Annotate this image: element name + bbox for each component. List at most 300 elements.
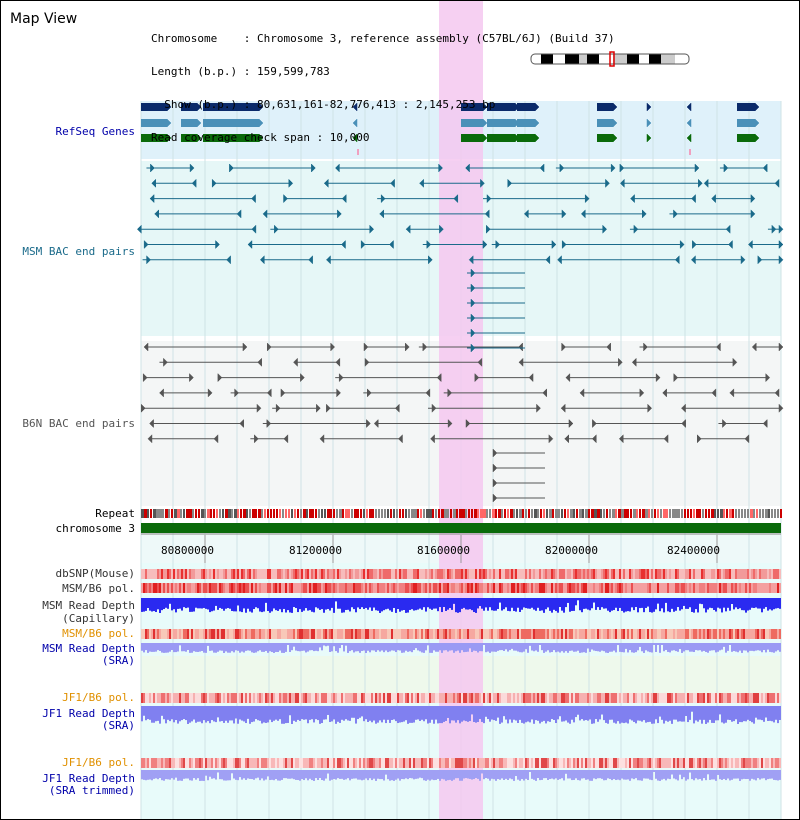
jf1-depth-trim-bar	[769, 770, 771, 779]
dbsnp-heat	[585, 569, 587, 579]
msm-depth-sra-bar	[701, 643, 703, 652]
msm-b6-pol-heat	[617, 583, 619, 593]
jf1-b6-pol-trim-heat	[445, 758, 447, 768]
repeat-mark	[654, 509, 656, 518]
jf1-b6-pol-trim-heat	[453, 758, 455, 768]
track-label-msm-b6-pol-sra[interactable]: MSM/B6 pol.	[62, 627, 135, 640]
msm-b6-pol-heat	[197, 583, 199, 593]
msm-depth-sra-bar	[521, 643, 523, 652]
msm-b6-pol-heat	[665, 583, 667, 593]
msm-depth-sra-bar	[531, 643, 533, 650]
jf1-depth-trim-bar	[237, 770, 239, 780]
jf1-b6-pol-heat	[607, 693, 609, 703]
jf1-b6-pol-heat	[725, 693, 727, 703]
jf1-b6-pol-heat	[355, 693, 357, 703]
msm-depth-cap-bar	[609, 598, 611, 612]
dbsnp-heat	[271, 569, 273, 579]
jf1-b6-pol-heat	[405, 693, 407, 703]
jf1-depth-sra-bar	[285, 706, 287, 723]
jf1-b6-pol-trim-heat	[469, 758, 471, 768]
jf1-depth-trim-bar	[547, 770, 549, 780]
jf1-depth-sra-bar	[437, 706, 439, 723]
jf1-depth-sra-bar	[373, 706, 375, 721]
dbsnp-heat	[287, 569, 289, 579]
msm-depth-cap-bar	[509, 598, 511, 611]
jf1-b6-pol-trim-heat	[457, 758, 459, 768]
jf1-depth-sra-bar	[159, 706, 161, 724]
jf1-depth-sra-bar	[747, 706, 749, 720]
msm-b6-pol-heat	[697, 583, 699, 593]
repeat-mark	[285, 509, 287, 518]
dbsnp-heat	[637, 569, 639, 579]
jf1-depth-trim-bar	[651, 770, 653, 780]
jf1-depth-sra-bar	[297, 706, 299, 720]
dbsnp-heat	[601, 569, 603, 579]
msm-b6-pol-sra-heat	[247, 629, 249, 639]
jf1-b6-pol-heat	[599, 693, 601, 703]
msm-depth-sra-bar	[193, 643, 195, 651]
jf1-depth-trim-bar	[643, 770, 645, 778]
msm-depth-cap-bar	[419, 598, 421, 609]
msm-b6-pol-heat	[369, 583, 371, 593]
msm-depth-sra-bar	[491, 643, 493, 652]
repeat-mark	[648, 509, 650, 518]
jf1-b6-pol-trim-heat	[437, 758, 439, 768]
jf1-depth-trim-bar	[487, 770, 489, 779]
msm-depth-cap-bar	[771, 598, 773, 610]
msm-depth-sra-bar	[373, 643, 375, 650]
msm-b6-pol-sra-heat	[237, 629, 239, 639]
repeat-mark	[540, 509, 542, 518]
jf1-depth-trim-bar	[185, 770, 187, 779]
msm-b6-pol-heat	[311, 583, 313, 593]
msm-b6-pol-heat	[233, 583, 235, 593]
jf1-b6-pol-heat	[587, 693, 589, 703]
dbsnp-heat	[513, 569, 515, 579]
msm-depth-cap-bar	[229, 598, 231, 609]
track-label-b6n-bac[interactable]: B6N BAC end pairs	[22, 417, 135, 430]
msm-depth-cap-bar	[389, 598, 391, 610]
msm-b6-pol-sra-heat	[191, 629, 193, 639]
jf1-depth-sra-bar	[149, 706, 151, 720]
repeat-mark	[519, 509, 522, 518]
msm-b6-pol-heat	[687, 583, 689, 593]
msm-b6-pol-heat	[705, 583, 707, 593]
msm-b6-pol-sra-heat	[703, 629, 705, 639]
msm-b6-pol-heat	[175, 583, 177, 593]
msm-b6-pol-sra-heat	[677, 629, 679, 639]
msm-depth-sra-bar	[177, 643, 179, 651]
jf1-depth-sra-bar	[251, 706, 253, 722]
jf1-depth-sra-bar	[237, 706, 239, 724]
dbsnp-heat	[661, 569, 663, 579]
msm-b6-pol-sra-heat	[759, 629, 761, 639]
jf1-depth-trim-bar	[349, 770, 351, 780]
msm-b6-pol-heat	[231, 583, 233, 593]
jf1-b6-pol-trim-heat	[403, 758, 405, 768]
jf1-b6-pol-heat	[223, 693, 225, 703]
msm-b6-pol-sra-heat	[733, 629, 735, 639]
jf1-depth-trim-bar	[551, 770, 553, 779]
jf1-b6-pol-trim-heat	[373, 758, 375, 768]
jf1-depth-sra-bar	[309, 706, 311, 720]
msm-depth-sra-bar	[183, 643, 185, 651]
jf1-b6-pol-heat	[555, 693, 557, 703]
jf1-depth-trim-bar	[339, 770, 341, 779]
msm-depth-cap-bar	[739, 598, 741, 608]
repeat-mark	[288, 509, 290, 518]
msm-b6-pol-sra-heat	[639, 629, 641, 639]
dbsnp-heat	[395, 569, 397, 579]
jf1-b6-pol-trim-heat	[699, 758, 701, 768]
msm-depth-cap-bar	[753, 598, 755, 608]
jf1-b6-pol-heat	[741, 693, 743, 703]
track-label-msm-depth-cap[interactable]: MSM Read Depth	[42, 599, 135, 612]
jf1-b6-pol-trim-heat	[155, 758, 157, 768]
msm-depth-sra-bar	[219, 643, 221, 650]
jf1-b6-pol-trim-heat	[157, 758, 159, 768]
msm-b6-pol-heat	[299, 583, 301, 593]
msm-b6-pol-heat	[559, 583, 561, 593]
jf1-b6-pol-trim-heat	[389, 758, 391, 768]
msm-b6-pol-sra-heat	[393, 629, 395, 639]
jf1-depth-trim-bar	[263, 770, 265, 781]
jf1-b6-pol-trim-heat	[639, 758, 641, 768]
jf1-depth-sra-bar	[333, 706, 335, 719]
msm-b6-pol-heat	[211, 583, 213, 593]
info-show-range: Show (b.p.) : 80,631,161-82,776,413 : 2,145,253 bp	[151, 98, 496, 111]
dbsnp-heat	[717, 569, 719, 579]
dbsnp-heat	[645, 569, 647, 579]
msm-b6-pol-sra-heat	[175, 629, 177, 639]
track-label-jf1-b6-pol-trim[interactable]: JF1/B6 pol.	[62, 756, 135, 769]
jf1-b6-pol-heat	[453, 693, 455, 703]
jf1-depth-sra-bar	[199, 706, 201, 722]
repeat-mark	[555, 509, 558, 518]
jf1-depth-sra-bar	[231, 706, 233, 720]
msm-depth-sra-bar	[167, 643, 169, 653]
jf1-b6-pol-trim-heat	[463, 758, 465, 768]
jf1-depth-sra-bar	[393, 706, 395, 719]
msm-b6-pol-heat	[313, 583, 315, 593]
msm-depth-sra-bar	[389, 643, 391, 651]
jf1-depth-trim-bar	[423, 770, 425, 780]
jf1-depth-trim-bar	[449, 770, 451, 780]
repeat-mark	[417, 509, 419, 518]
jf1-depth-sra-bar	[145, 706, 147, 720]
jf1-depth-sra-bar	[275, 706, 277, 720]
msm-depth-sra-bar	[575, 643, 577, 652]
repeat-mark	[558, 509, 560, 518]
jf1-depth-sra-bar	[325, 706, 327, 719]
jf1-depth-trim-bar	[537, 770, 539, 778]
track-label-msm-depth-sra[interactable]: MSM Read Depth	[42, 642, 135, 655]
jf1-depth-trim-bar	[569, 770, 571, 778]
jf1-b6-pol-trim-heat	[779, 758, 781, 768]
msm-depth-sra-bar	[247, 643, 249, 650]
msm-b6-pol-sra-heat	[337, 629, 339, 639]
jf1-depth-trim-bar	[729, 770, 731, 780]
msm-depth-sra-bar	[353, 643, 355, 652]
msm-depth-cap-bar	[411, 598, 413, 609]
jf1-depth-sra-bar	[259, 706, 261, 721]
jf1-b6-pol-heat	[171, 693, 173, 703]
msm-depth-cap-bar	[487, 598, 489, 611]
track-label-msm-bac[interactable]: MSM BAC end pairs	[22, 245, 135, 258]
jf1-depth-trim-bar	[443, 770, 445, 779]
jf1-b6-pol-heat	[529, 693, 531, 703]
track-label-dbsnp[interactable]: dbSNP(Mouse)	[55, 567, 135, 580]
jf1-b6-pol-trim-heat	[707, 758, 709, 768]
jf1-depth-trim-bar	[731, 770, 733, 780]
dbsnp-heat	[327, 569, 329, 579]
jf1-depth-trim-bar	[207, 770, 209, 780]
jf1-depth-trim-bar	[211, 770, 213, 779]
msm-b6-pol-heat	[221, 583, 223, 593]
msm-depth-cap-bar	[581, 598, 583, 612]
msm-b6-pol-sra-heat	[291, 629, 293, 639]
msm-b6-pol-heat	[633, 583, 635, 593]
jf1-b6-pol-heat	[267, 693, 269, 703]
jf1-b6-pol-heat	[245, 693, 247, 703]
dbsnp-heat	[573, 569, 575, 579]
msm-b6-pol-sra-heat	[755, 629, 757, 639]
msm-depth-sra-bar	[515, 643, 517, 651]
jf1-b6-pol-heat	[547, 693, 549, 703]
dbsnp-heat	[191, 569, 193, 579]
msm-b6-pol-sra-heat	[523, 629, 525, 639]
msm-b6-pol-heat	[279, 583, 281, 593]
dbsnp-heat	[483, 569, 485, 579]
axis-tick-label: 81200000	[289, 544, 342, 557]
dbsnp-heat	[505, 569, 507, 579]
jf1-depth-trim-bar	[711, 770, 713, 779]
msm-depth-cap-bar	[681, 598, 683, 609]
repeat-mark	[762, 509, 764, 518]
msm-b6-pol-sra-heat	[233, 629, 235, 639]
repeat-mark	[576, 509, 578, 518]
msm-b6-pol-sra-heat	[687, 629, 689, 639]
jf1-b6-pol-trim-heat	[661, 758, 663, 768]
msm-b6-pol-sra-heat	[475, 629, 477, 639]
dbsnp-heat	[295, 569, 297, 579]
jf1-depth-sra-bar	[321, 706, 323, 723]
msm-depth-sra-bar	[713, 643, 715, 650]
jf1-b6-pol-trim-heat	[447, 758, 449, 768]
track-label-jf1-depth-sra[interactable]: JF1 Read Depth	[42, 707, 135, 720]
repeat-mark	[321, 509, 323, 518]
msm-b6-pol-heat	[481, 583, 483, 593]
jf1-b6-pol-heat	[349, 693, 351, 703]
msm-depth-cap-bar	[337, 598, 339, 609]
jf1-depth-trim-bar	[213, 770, 215, 778]
jf1-b6-pol-heat	[181, 693, 183, 703]
jf1-b6-pol-trim-heat	[243, 758, 245, 768]
jf1-b6-pol-trim-heat	[497, 758, 499, 768]
jf1-depth-trim-bar	[155, 770, 157, 778]
msm-b6-pol-heat	[257, 583, 259, 593]
jf1-depth-sra-bar	[245, 706, 247, 723]
jf1-depth-trim-bar	[397, 770, 399, 779]
jf1-depth-sra-bar	[299, 706, 301, 721]
jf1-b6-pol-trim-heat	[221, 758, 223, 768]
dbsnp-heat	[733, 569, 735, 579]
jf1-depth-trim-bar	[203, 770, 205, 781]
jf1-b6-pol-heat	[729, 693, 731, 703]
jf1-depth-sra-bar	[457, 706, 459, 720]
jf1-b6-pol-heat	[701, 693, 703, 703]
jf1-depth-sra-bar	[553, 706, 555, 720]
track-label-jf1-b6-pol[interactable]: JF1/B6 pol.	[62, 691, 135, 704]
msm-b6-pol-sra-heat	[471, 629, 473, 639]
dbsnp-heat	[195, 569, 197, 579]
msm-b6-pol-sra-heat	[619, 629, 621, 639]
jf1-b6-pol-heat	[427, 693, 429, 703]
msm-depth-cap-bar	[147, 598, 149, 608]
jf1-depth-trim-bar	[735, 770, 737, 779]
jf1-b6-pol-heat	[243, 693, 245, 703]
repeat-mark	[189, 509, 192, 518]
dbsnp-heat	[215, 569, 217, 579]
axis-tick-label: 80800000	[161, 544, 214, 557]
dbsnp-heat	[557, 569, 559, 579]
msm-depth-cap-bar	[677, 598, 679, 607]
msm-b6-pol-heat	[629, 583, 631, 593]
msm-depth-sra-bar	[435, 643, 437, 652]
jf1-b6-pol-heat	[517, 693, 519, 703]
jf1-b6-pol-heat	[637, 693, 639, 703]
jf1-depth-trim-bar	[373, 770, 375, 779]
track-label-jf1-depth-trim-sub: (SRA trimmed)	[48, 784, 135, 797]
jf1-depth-trim-bar	[631, 770, 633, 778]
track-label-repeat[interactable]: Repeat	[95, 507, 135, 520]
msm-b6-pol-sra-heat	[539, 629, 541, 639]
jf1-depth-sra-bar	[569, 706, 571, 724]
repeat-mark	[255, 509, 257, 518]
jf1-depth-sra-bar	[777, 706, 779, 723]
jf1-b6-pol-heat	[609, 693, 611, 703]
jf1-depth-sra-bar	[317, 706, 319, 720]
jf1-b6-pol-trim-heat	[571, 758, 573, 768]
jf1-depth-sra-bar	[581, 706, 583, 719]
track-label-chromosome[interactable]: chromosome 3	[55, 522, 135, 535]
msm-depth-sra-bar	[545, 643, 547, 652]
dbsnp-heat	[343, 569, 345, 579]
msm-depth-cap-bar	[191, 598, 193, 612]
repeat-mark	[708, 509, 710, 518]
jf1-b6-pol-heat	[573, 693, 575, 703]
msm-b6-pol-heat	[643, 583, 645, 593]
jf1-depth-trim-bar	[505, 770, 507, 779]
msm-depth-sra-bar	[645, 643, 647, 650]
jf1-b6-pol-trim-heat	[677, 758, 679, 768]
jf1-depth-trim-bar	[507, 770, 509, 780]
msm-b6-pol-sra-heat	[511, 629, 513, 639]
dbsnp-heat	[495, 569, 497, 579]
jf1-depth-trim-bar	[641, 770, 643, 781]
msm-b6-pol-sra-heat	[349, 629, 351, 639]
jf1-depth-sra-bar	[227, 706, 229, 723]
jf1-depth-trim-bar	[341, 770, 343, 779]
jf1-b6-pol-trim-heat	[265, 758, 267, 768]
jf1-b6-pol-trim-heat	[701, 758, 703, 768]
dbsnp-heat	[183, 569, 185, 579]
jf1-b6-pol-heat	[513, 693, 515, 703]
dbsnp-heat	[451, 569, 453, 579]
msm-b6-pol-heat	[371, 583, 373, 593]
jf1-depth-trim-bar	[521, 770, 523, 779]
msm-b6-pol-heat	[487, 583, 489, 593]
msm-depth-sra-bar	[391, 643, 393, 650]
msm-depth-cap-bar	[503, 598, 505, 609]
msm-b6-pol-sra-heat	[515, 629, 517, 639]
jf1-depth-sra-bar	[645, 706, 647, 723]
jf1-b6-pol-heat	[471, 693, 473, 703]
jf1-depth-trim-bar	[345, 770, 347, 779]
jf1-depth-sra-bar	[605, 706, 607, 723]
repeat-mark	[159, 509, 162, 518]
jf1-b6-pol-trim-heat	[767, 758, 769, 768]
jf1-b6-pol-heat	[363, 693, 365, 703]
msm-b6-pol-sra-heat	[261, 629, 263, 639]
msm-depth-sra-bar	[319, 643, 321, 647]
jf1-b6-pol-trim-heat	[753, 758, 755, 768]
jf1-b6-pol-trim-heat	[413, 758, 415, 768]
msm-b6-pol-sra-heat	[607, 629, 609, 639]
track-label-jf1-depth-trim[interactable]: JF1 Read Depth	[42, 772, 135, 785]
msm-depth-sra-bar	[425, 643, 427, 650]
jf1-depth-trim-bar	[773, 770, 775, 780]
jf1-depth-trim-bar	[513, 770, 515, 781]
jf1-b6-pol-trim-heat	[507, 758, 509, 768]
jf1-b6-pol-heat	[197, 693, 199, 703]
msm-depth-cap-bar	[515, 598, 517, 612]
track-label-msm-b6-pol[interactable]: MSM/B6 pol.	[62, 582, 135, 595]
jf1-depth-trim-bar	[317, 770, 319, 780]
jf1-b6-pol-trim-heat	[589, 758, 591, 768]
jf1-b6-pol-trim-heat	[361, 758, 363, 768]
jf1-depth-sra-bar	[617, 706, 619, 721]
repeat-mark	[327, 509, 330, 518]
jf1-b6-pol-heat	[269, 693, 271, 703]
repeat-mark	[621, 509, 624, 518]
jf1-b6-pol-heat	[465, 693, 467, 703]
msm-depth-cap-bar	[357, 598, 359, 607]
msm-depth-cap-bar	[431, 598, 433, 610]
jf1-depth-sra-bar	[397, 706, 399, 723]
msm-b6-pol-sra-heat	[457, 629, 459, 639]
msm-b6-pol-heat	[155, 583, 157, 593]
dbsnp-heat	[605, 569, 607, 579]
jf1-depth-trim-bar	[685, 770, 687, 781]
jf1-b6-pol-heat	[651, 693, 653, 703]
msm-b6-pol-sra-heat	[363, 629, 365, 639]
msm-depth-cap-bar	[479, 598, 481, 606]
jf1-b6-pol-heat	[293, 693, 295, 703]
msm-depth-cap-bar	[575, 598, 577, 605]
jf1-b6-pol-trim-heat	[503, 758, 505, 768]
msm-depth-cap-bar	[395, 598, 397, 613]
repeat-mark	[216, 509, 218, 518]
jf1-b6-pol-heat	[141, 693, 143, 703]
jf1-b6-pol-heat	[585, 693, 587, 703]
track-label-refseq[interactable]: RefSeq Genes	[55, 125, 135, 138]
jf1-b6-pol-heat	[659, 693, 661, 703]
repeat-mark	[387, 509, 389, 518]
msm-depth-sra-bar	[501, 643, 503, 650]
jf1-depth-trim-bar	[529, 770, 531, 772]
jf1-b6-pol-heat	[209, 693, 211, 703]
